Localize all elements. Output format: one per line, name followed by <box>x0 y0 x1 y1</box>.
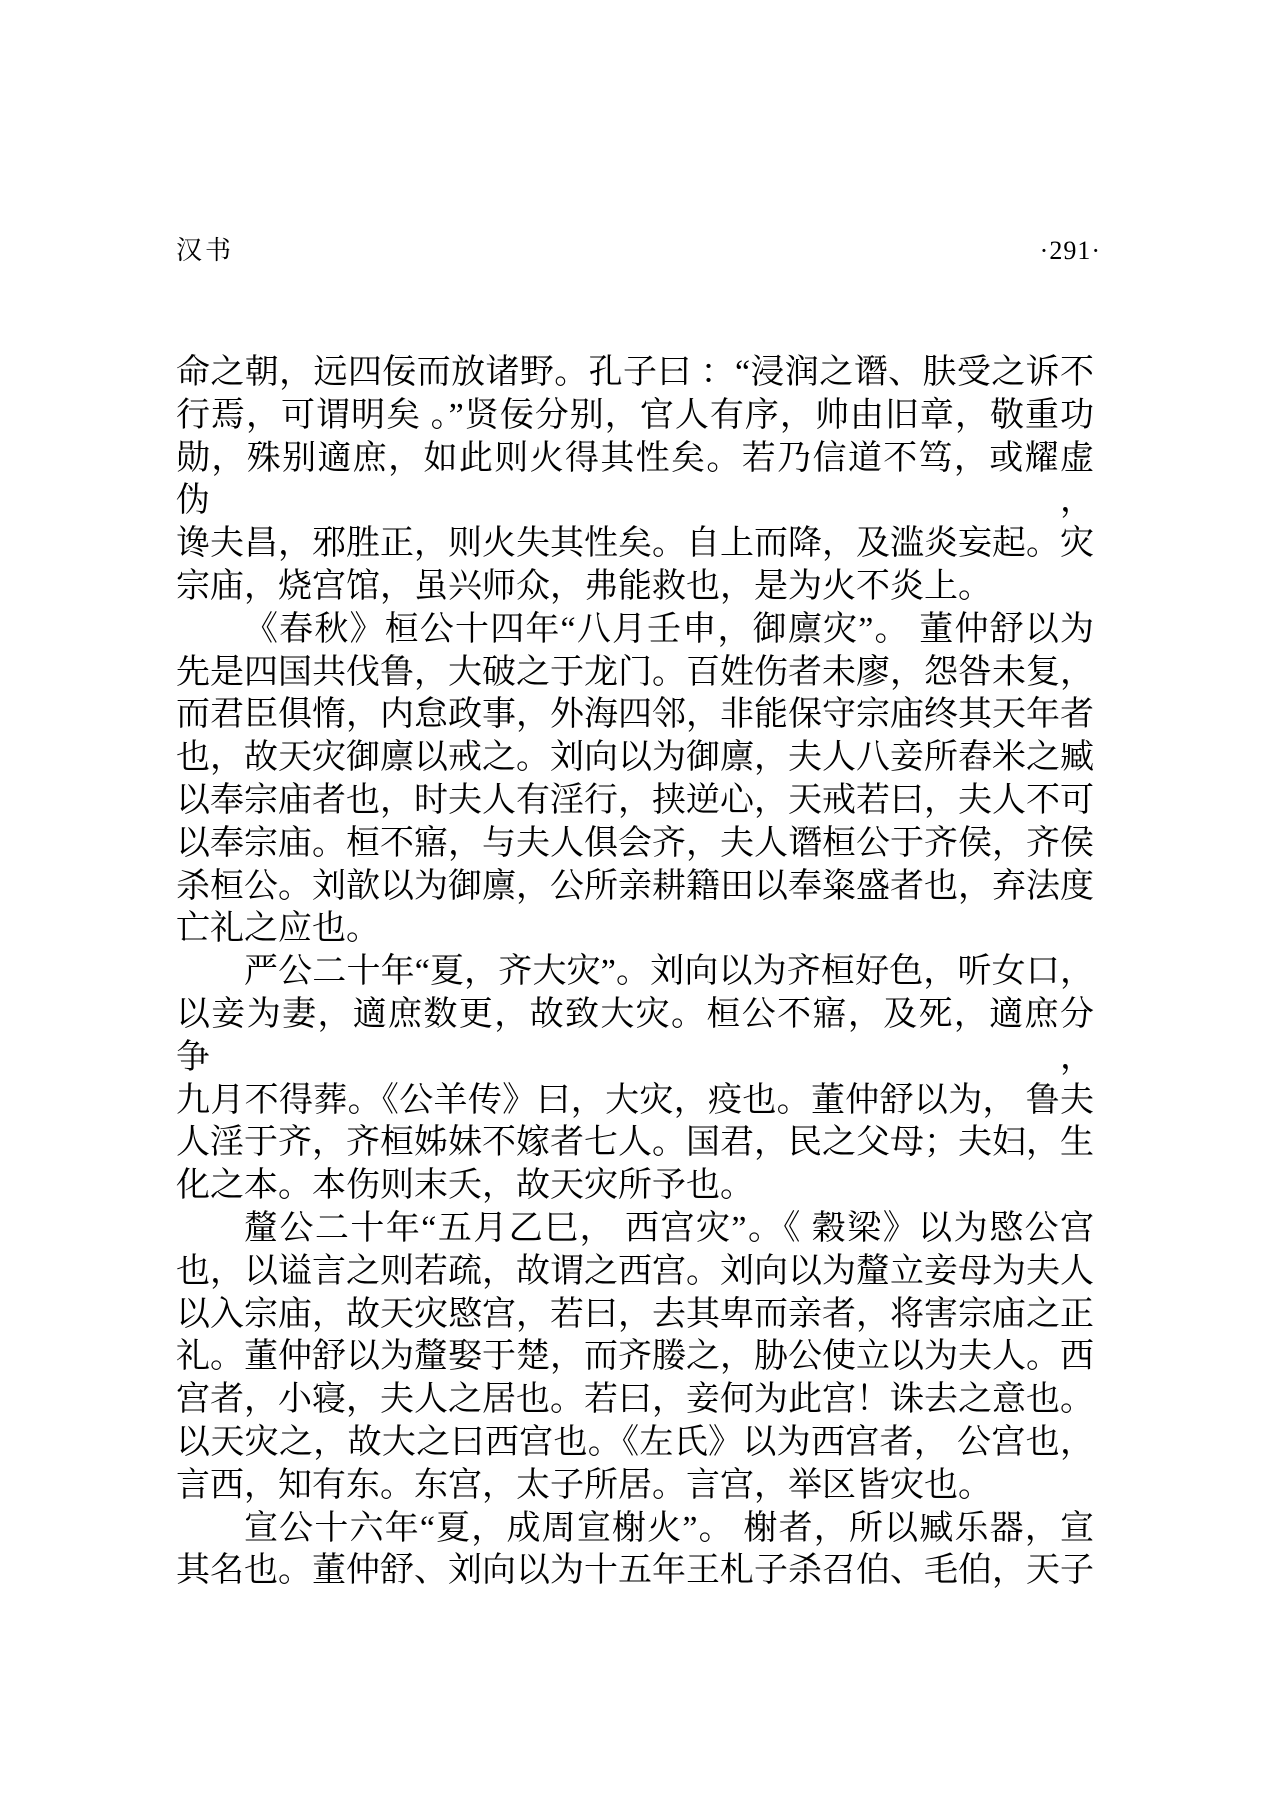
text-line: 勋，殊别適庶，如此则火得其性矣。若乃信道不笃，或耀虚伪， <box>176 439 1094 520</box>
text-line: 以入宗庙，故天灾愍宫，若曰，去其卑而亲者，将害宗庙之正 <box>176 1295 1094 1333</box>
text-line: 杀桓公。刘歆以为御廪，公所亲耕籍田以奉粢盛者也，弃法度 <box>176 867 1094 905</box>
text-line: 化之本。本伤则末夭，故天灾所予也。 <box>176 1167 754 1205</box>
text-line: 其名也。董仲舒、刘向以为十五年王札子杀召伯、毛伯，天子 <box>176 1552 1094 1590</box>
text-line: 谗夫昌，邪胜正，则火失其性矣。自上而降，及滥炎妄起。灾 <box>176 525 1094 563</box>
text-line: 以妾为妻，適庶数更，故致大灾。桓公不寤，及死，適庶分争， <box>176 995 1094 1076</box>
text-line: 也，以谥言之则若疏，故谓之西宫。刘向以为釐立妾母为夫人 <box>176 1252 1094 1290</box>
text-line: 釐公二十年“五月乙巳， 西宫灾”。《 穀梁》以为愍公宫 <box>244 1209 1094 1247</box>
text-line: 宗庙，烧宫馆，虽兴师众，弗能救也，是为火不炎上。 <box>176 567 992 605</box>
text-line: 宫者，小寝，夫人之居也。若曰，妾何为此宫！诛去之意也。 <box>176 1381 1094 1419</box>
text-line: 命之朝，远四佞而放诸野。孔子曰 ：“浸润之谮、肤受之诉不 <box>176 354 1094 391</box>
text-line: 《春秋》桓公十四年“八月壬申，御廪灾”。 董仲舒以为 <box>244 610 1094 648</box>
text-line: 九月不得葬。《公羊传》曰，大灾，疫也。董仲舒以为， 鲁夫 <box>176 1081 1094 1119</box>
text-line: 人淫于齐，齐桓姊妹不嫁者七人。国君，民之父母；夫妇，生 <box>176 1124 1094 1162</box>
text-line: 以奉宗庙。桓不寤，与夫人俱会齐，夫人谮桓公于齐侯，齐侯 <box>176 824 1094 862</box>
text-line: 行焉，可谓明矣 。”贤佞分别，官人有序，帅由旧章，敬重功 <box>176 396 1094 434</box>
page-number: ·291· <box>1039 236 1101 265</box>
text-line: 言西，知有东。东宫，太子所居。言宫，举区皆灾也。 <box>176 1466 992 1504</box>
text-body <box>176 352 1094 1593</box>
text-line: 礼。董仲舒以为釐娶于楚，而齐媵之，胁公使立以为夫人。西 <box>176 1338 1094 1376</box>
text-line: 严公二十年“夏，齐大灾”。刘向以为齐桓好色，听女口， <box>244 953 1094 991</box>
text-line: 而君臣俱惰，内怠政事，外海四邻，非能保守宗庙终其天年者 <box>176 696 1094 734</box>
text-line: 以奉宗庙者也，时夫人有淫行，挟逆心，天戒若曰，夫人不可 <box>176 781 1094 819</box>
page-header <box>176 230 1101 267</box>
text-line: 以天灾之，故大之曰西宫也。《左氏》以为西宫者， 公宫也， <box>176 1423 1094 1461</box>
text-line: 宣公十六年“夏，成周宣榭火”。 榭者，所以臧乐器，宣 <box>244 1509 1094 1547</box>
text-line: 亡礼之应也。 <box>176 910 380 948</box>
book-title: 汉书 <box>176 236 235 265</box>
text-line: 也，故天灾御廪以戒之。刘向以为御廪，夫人八妾所舂米之臧 <box>176 739 1094 777</box>
text-line: 先是四国共伐鲁，大破之于龙门。百姓伤者未廖，怨咎未复， <box>176 653 1094 691</box>
